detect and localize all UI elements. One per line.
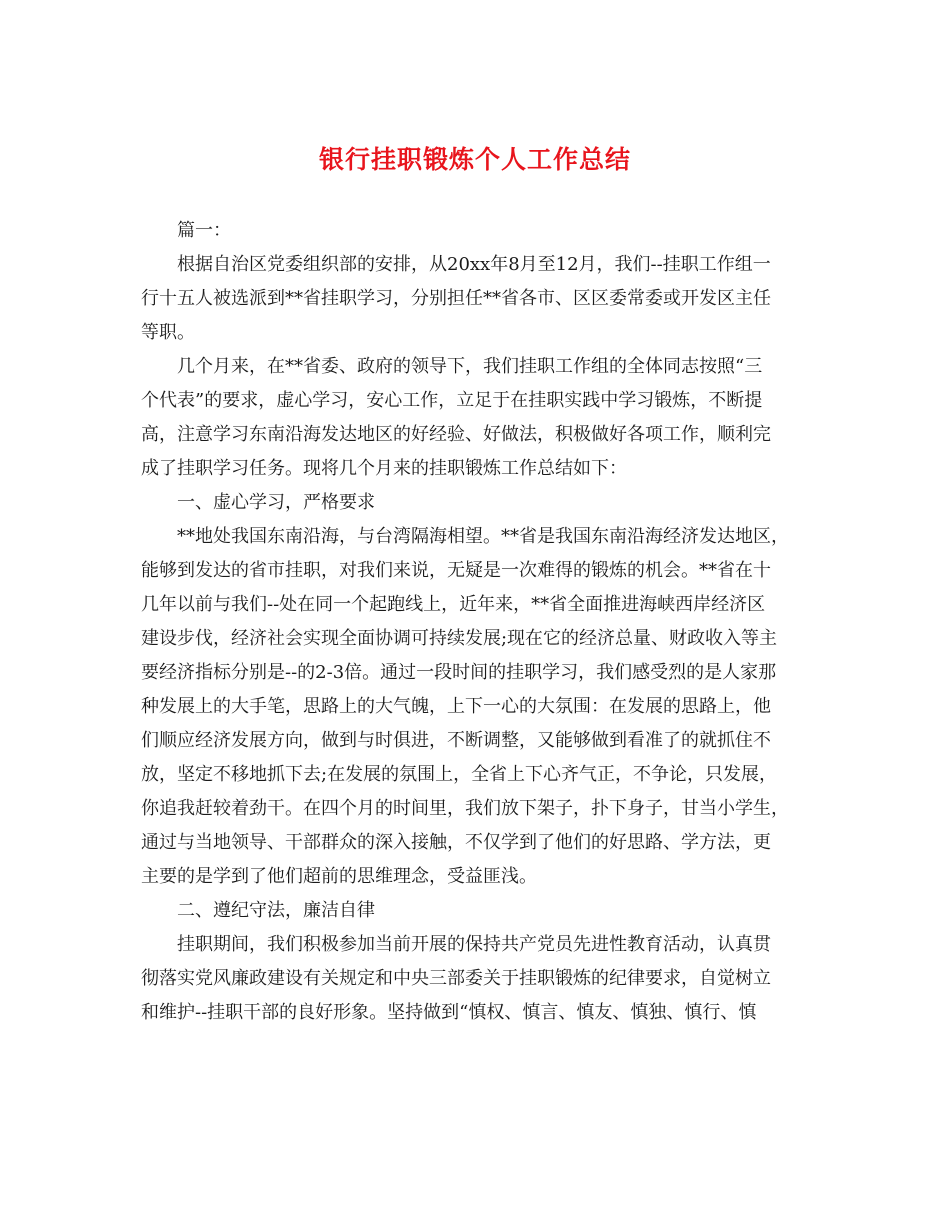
document-body xyxy=(141,214,813,1030)
paragraph-line: 你追我赶较着劲干。在四个月的时间里，我们放下架子，扑下身子，甘当小学生， xyxy=(141,798,789,819)
paragraph-line: 个代表”的要求，虚心学习，安心工作，立足于在挂职实践中学习锻炼，不断提 xyxy=(141,390,763,411)
paragraph-line: 能够到发达的省市挂职，对我们来说，无疑是一次难得的锻炼的机会。**省在十 xyxy=(141,560,771,581)
paragraph xyxy=(141,928,813,1030)
paragraph-line: 们顺应经济发展方向，做到与时俱进，不断调整，又能够做到看准了的就抓住不 xyxy=(141,730,771,751)
paragraph-line: 放，坚定不移地抓下去;在发展的氛围上，全省上下心齐气正，不争论，只发展， xyxy=(141,764,778,785)
paragraph-line: 要经济指标分别是--的2-3倍。通过一段时间的挂职学习，我们感受烈的是人家那 xyxy=(141,662,777,683)
paragraph xyxy=(141,520,813,894)
paragraph-line: 几年以前与我们--处在同一个起跑线上，近年来，**省全面推进海峡西岸经济区 xyxy=(141,594,766,615)
paragraph-line: 建设步伐，经济社会实现全面协调可持续发展;现在它的经济总量、财政收入等主 xyxy=(141,628,778,649)
paragraph-line: 高，注意学习东南沿海发达地区的好经验、好做法，积极做好各项工作，顺利完 xyxy=(141,424,771,445)
paragraph-line: 主要的是学到了他们超前的思维理念，受益匪浅。 xyxy=(141,866,537,887)
paragraph-line: 挂职期间，我们积极参加当前开展的保持共产党员先进性教育活动，认真贯 xyxy=(177,934,771,955)
paragraph-line: 等职。 xyxy=(141,322,195,343)
paragraph xyxy=(141,214,813,248)
paragraph-line: 彻落实党风廉政建设有关规定和中央三部委关于挂职锻炼的纪律要求，自觉树立 xyxy=(141,968,771,989)
paragraph-line: 成了挂职学习任务。现将几个月来的挂职锻炼工作总结如下： xyxy=(141,458,627,479)
paragraph-line: 几个月来，在**省委、政府的领导下，我们挂职工作组的全体同志按照“三 xyxy=(177,356,763,377)
paragraph-line: 种发展上的大手笔，思路上的大气魄，上下一心的大氛围：在发展的思路上，他 xyxy=(141,696,771,717)
paragraph-line: 根据自治区党委组织部的安排，从20xx年8月至12月，我们--挂职工作组一 xyxy=(177,254,771,275)
paragraph-line: 行十五人被选派到**省挂职学习，分别担任**省各市、区区委常委或开发区主任 xyxy=(141,288,771,309)
document-title: 银行挂职锻炼个人工作总结 xyxy=(318,145,631,174)
paragraph-line: 二、遵纪守法，廉洁自律 xyxy=(177,900,375,921)
paragraph xyxy=(141,486,813,520)
paragraph xyxy=(141,894,813,928)
paragraph-line: 一、虚心学习，严格要求 xyxy=(177,492,375,513)
paragraph xyxy=(141,248,813,350)
paragraph-line: 通过与当地领导、干部群众的深入接触，不仅学到了他们的好思路、学方法，更 xyxy=(141,832,771,853)
paragraph-line: **地处我国东南沿海，与台湾隔海相望。**省是我国东南沿海经济发达地区， xyxy=(177,526,789,547)
paragraph-line: 和维护--挂职干部的良好形象。坚持做到“慎权、慎言、慎友、慎独、慎行、慎 xyxy=(141,1002,757,1023)
paragraph-line: 篇一： xyxy=(177,220,231,241)
paragraph xyxy=(141,350,813,486)
